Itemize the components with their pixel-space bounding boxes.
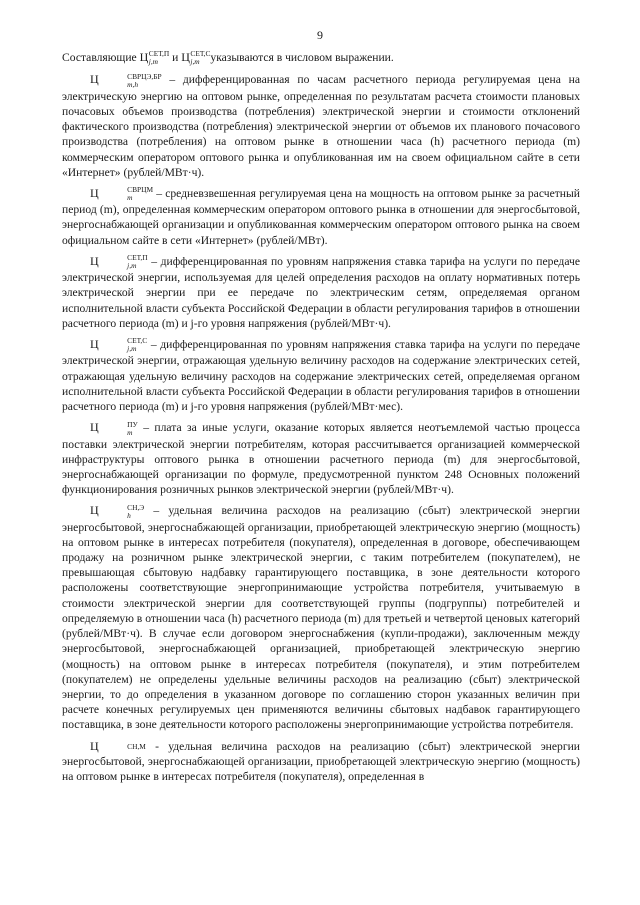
intro-prefix: Составляющие <box>62 51 137 64</box>
definition-text: - удельная величина расходов на реализацию (сбыт) электрической энергии энергосбытовой, энергоснабжающей организации, приобретающей электрическую энергию (мощность) на оптовом рынке в интересах потребителя (покупателя), определенная в <box>62 739 580 783</box>
definition-paragraph <box>62 739 580 785</box>
intro-suffix: указываются в числовом выражении. <box>210 51 394 64</box>
definition-text: – плата за иные услуги, оказание которых является неотъемлемой частью процесса поставки электрической энергии потребителям, которая рассчитывается организацией коммерческой инфраструктуры оптового рынка в отношении расчетного периода (m) для энергосбытовой, энергоснабжающей организации по формуле, предусмотренной пунктом 248 Основных положений функционирования розничных рынков электрической энергии (рублей/МВт·ч). <box>62 421 580 497</box>
intro-conjunction: и <box>172 51 179 64</box>
page-number: 9 <box>317 28 323 42</box>
document-body <box>62 50 580 790</box>
symbol-set-p: Ц СЕТ,П j,m <box>139 49 170 67</box>
symbol-set-s: Ц СЕТ,С j,m <box>181 49 211 67</box>
definition-symbol: Ц СН,М <box>90 738 146 753</box>
definition-paragraph <box>62 420 580 497</box>
definition-text: – дифференцированная по уровням напряжения ставка тарифа на услуги по передаче электрической энергии, используемая для целей определения расходов на оплату нормативных потерь электрической энергии при ее передаче по электрическим сетям, определяемая органом исполнительной власти субъекта Российской Федерации в области регулирования тарифов в отношении расчетного периода (m) и j-го уровня напряжения (рублей/МВт·ч). <box>62 254 580 330</box>
definition-paragraph <box>62 186 580 248</box>
definition-text: – дифференцированная по часам расчетного периода регулируемая цена на электрическую энергию на оптовом рынке, определенная по результатам расчета стоимости плановых почасовых объемов производства (потребления) электрической энергии и стоимости отклонений фактического производства (потребления) электрической энергии от объемов их планового почасового производства (потребления) на оптовом рынке в отношении часа (h) расчетного периода (m) коммерческим оператором оптового рынка и опубликованная им на своем официальном сайте в сети «Интернет» (рублей/МВт·ч). <box>62 73 580 179</box>
definition-symbol: Ц ПУ m <box>90 419 138 437</box>
definition-text: – средневзвешенная регулируемая цена на мощность на оптовом рынке за расчетный период (m), определенная коммерческим оператором оптового рынка в отношении для энергосбытовой, энергоснабжающей организации и опубликованная коммерческим оператором оптового рынка на своем официальном сайте в сети «Интернет» (рублей/МВт). <box>62 186 580 247</box>
definition-paragraph <box>62 337 580 414</box>
definition-paragraph <box>62 72 580 180</box>
definition-text: – дифференцированная по уровням напряжения ставка тарифа на услуги по передаче электрической энергии, отражающая удельную величину расходов на содержание электрических сетей, отражающая удельную величину расходов на содержание электрических сетей, определяемая органом исполнительной власти субъекта Российской Федерации в области регулирования тарифов в отношении расчетного периода (m) и j-го уровня напряжения (рублей/МВт·мес). <box>62 338 580 413</box>
definition-text: – удельная величина расходов на реализацию (сбыт) электрической энергии энергосбытовой, энергоснабжающей организации, приобретающей электрическую энергию (мощность) на оптовом рынке в интересах потребителя (покупателя), определенная в договоре, обеспечивающем продажу на розничном рынке электрической энергии, с таким потребителем (покупателем), не превышающая сбытовую надбавку гарантирующего поставщика, в зоне деятельности которого расположены соответствующие энергопринимающие устройства потребителя, учитываемую в стоимости электрической энергии для соответствующей группы (подгруппы) потребителей и определяемую в отношении часа (h) расчетного периода (m) для третьей и четвертой ценовых категорий (рублей/МВт·ч). В случае если договором энергоснабжения (купли-продажи), заключенным между энергосбытовой, энергоснабжающей организацией, приобретающей электрическую энергию (мощность) на оптовом рынке в интересах потребителя (покупателя), и этим потребителем (покупателем) не определены удельные величины расходов на реализацию (сбыт) электрической энергии, то до определения в указанном договоре по соглашению сторон указанных величин при расчете конечных регулируемых цен применяются величины сбытовых надбавок гарантирующего поставщика, в зоне деятельности которого расположены энергопринимающие устройства потребителя. <box>62 504 580 732</box>
definition-symbol: Ц СВРЦМ m <box>90 185 154 203</box>
definition-paragraph <box>62 503 580 732</box>
intro-paragraph <box>62 50 580 66</box>
definition-paragraph <box>62 254 580 331</box>
definition-symbol: Ц СЕТ,П j,m <box>90 253 148 271</box>
definition-symbol: Ц СВРЦЭ,БР m,h <box>90 71 162 89</box>
definition-symbol: Ц СН,Э h <box>90 502 145 520</box>
definition-symbol: Ц СЕТ,С j,m <box>90 336 148 354</box>
